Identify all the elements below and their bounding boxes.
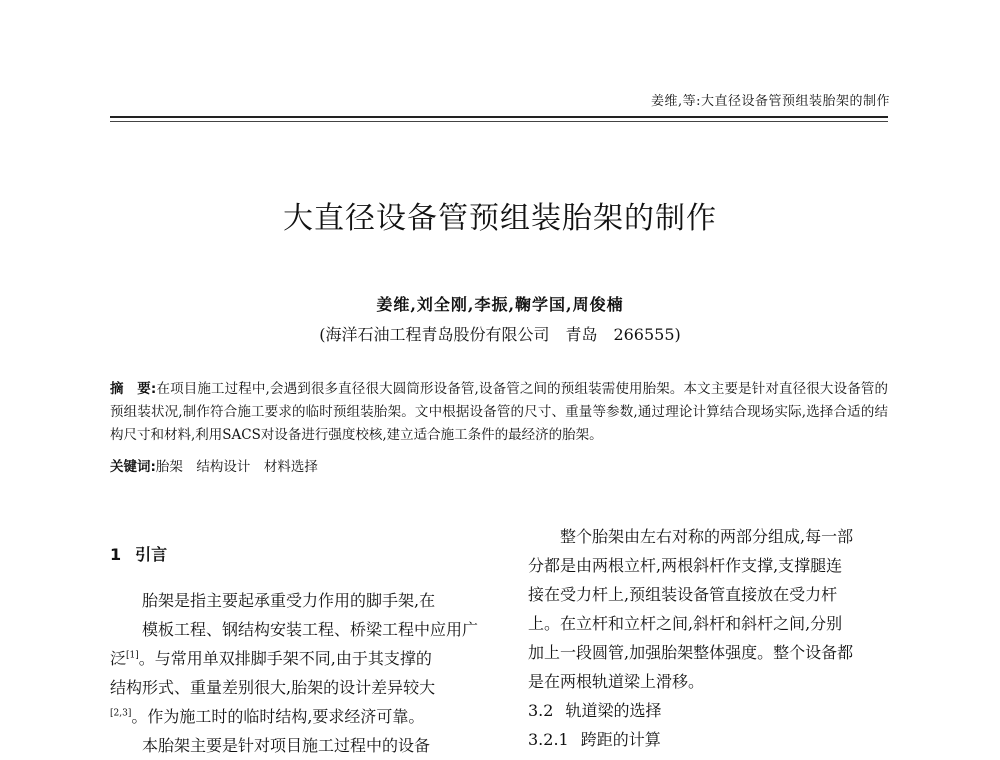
text-fragment: 。与常用单双排脚手架不同,由于其支撑的 — [138, 649, 432, 668]
text-line: 分都是由两根立杆,两根斜杆作支撑,支撑腿连 — [528, 556, 843, 575]
header-rule-thick — [110, 116, 888, 118]
text-line: 上。在立杆和立杆之间,斜杆和斜杆之间,分别 — [528, 614, 843, 633]
running-header: 姜维,等:大直径设备管预组装胎架的制作 — [650, 94, 890, 109]
keywords-label: 关键词: — [110, 459, 156, 475]
keywords — [110, 456, 888, 479]
text-line — [110, 644, 486, 673]
text-fragment: 泛 — [110, 649, 127, 668]
text-fragment: 。作为施工时的临时结构,要求经济可靠。 — [131, 707, 425, 726]
section-number: 1 — [110, 545, 122, 564]
left-column — [110, 540, 486, 760]
abstract-label: 摘 要: — [110, 381, 157, 397]
text-line: 加上一段圆管,加强胎架整体强度。整个设备都 — [528, 643, 854, 662]
text-line: 接在受力杆上,预组装设备管直接放在受力杆 — [528, 585, 838, 604]
citation-ref[interactable]: [1] — [126, 650, 139, 661]
text-line: 模板工程、钢结构安装工程、桥梁工程中应用广 — [142, 620, 479, 639]
affiliation: (海洋石油工程青岛股份有限公司 青岛 266555) — [319, 325, 681, 344]
text-line: 本胎架主要是针对项目施工过程中的设备 — [142, 736, 431, 755]
text-line: 是在两根轨道梁上滑移。 — [528, 672, 705, 691]
subsection-title: 轨道梁的选择 — [565, 701, 662, 720]
paper-title: 大直径设备管预组装胎架的制作 — [283, 201, 717, 236]
section-heading-introduction — [110, 540, 486, 569]
author-list: 姜维,刘全刚,李振,鞠学国,周俊楠 — [376, 295, 624, 314]
citation-ref[interactable]: [2,3] — [110, 708, 132, 719]
right-column — [528, 522, 890, 754]
subsection-number: 3.2.1 — [528, 730, 569, 749]
header-rule-thin — [110, 121, 888, 122]
abstract — [110, 378, 888, 447]
text-line: 结构形式、重量差别很大,胎架的设计差异较大 — [110, 678, 436, 697]
text-line: 整个胎架由左右对称的两部分组成,每一部 — [560, 527, 854, 546]
subsection-heading-3-2 — [528, 696, 890, 725]
subsection-heading-3-2-1 — [528, 725, 890, 754]
subsection-title: 跨距的计算 — [580, 730, 661, 749]
subsection-number: 3.2 — [528, 701, 554, 720]
intro-paragraph-2 — [110, 731, 486, 760]
abstract-text: 在项目施工过程中,会遇到很多直径很大圆筒形设备管,设备管之间的预组装需使用胎架。本文主要是针对直径很大设备管的预组装状况,制作符合施工要求的临时预组装胎架。文中根据设备管的尺寸、重量等参数,通过理论计算结合现场实际,选择合适的结构尺寸和材料,利用SACS对设备进行强度校核,建立适合施工条件的最经济的胎架。 — [110, 381, 888, 443]
text-line: 胎架是指主要起承重受力作用的脚手架,在 — [142, 591, 436, 610]
text-line — [110, 702, 486, 731]
section-title: 引言 — [135, 545, 168, 564]
keywords-items: 胎架 结构设计 材料选择 — [155, 459, 318, 475]
structure-paragraph — [528, 522, 890, 696]
intro-paragraph — [110, 586, 486, 731]
